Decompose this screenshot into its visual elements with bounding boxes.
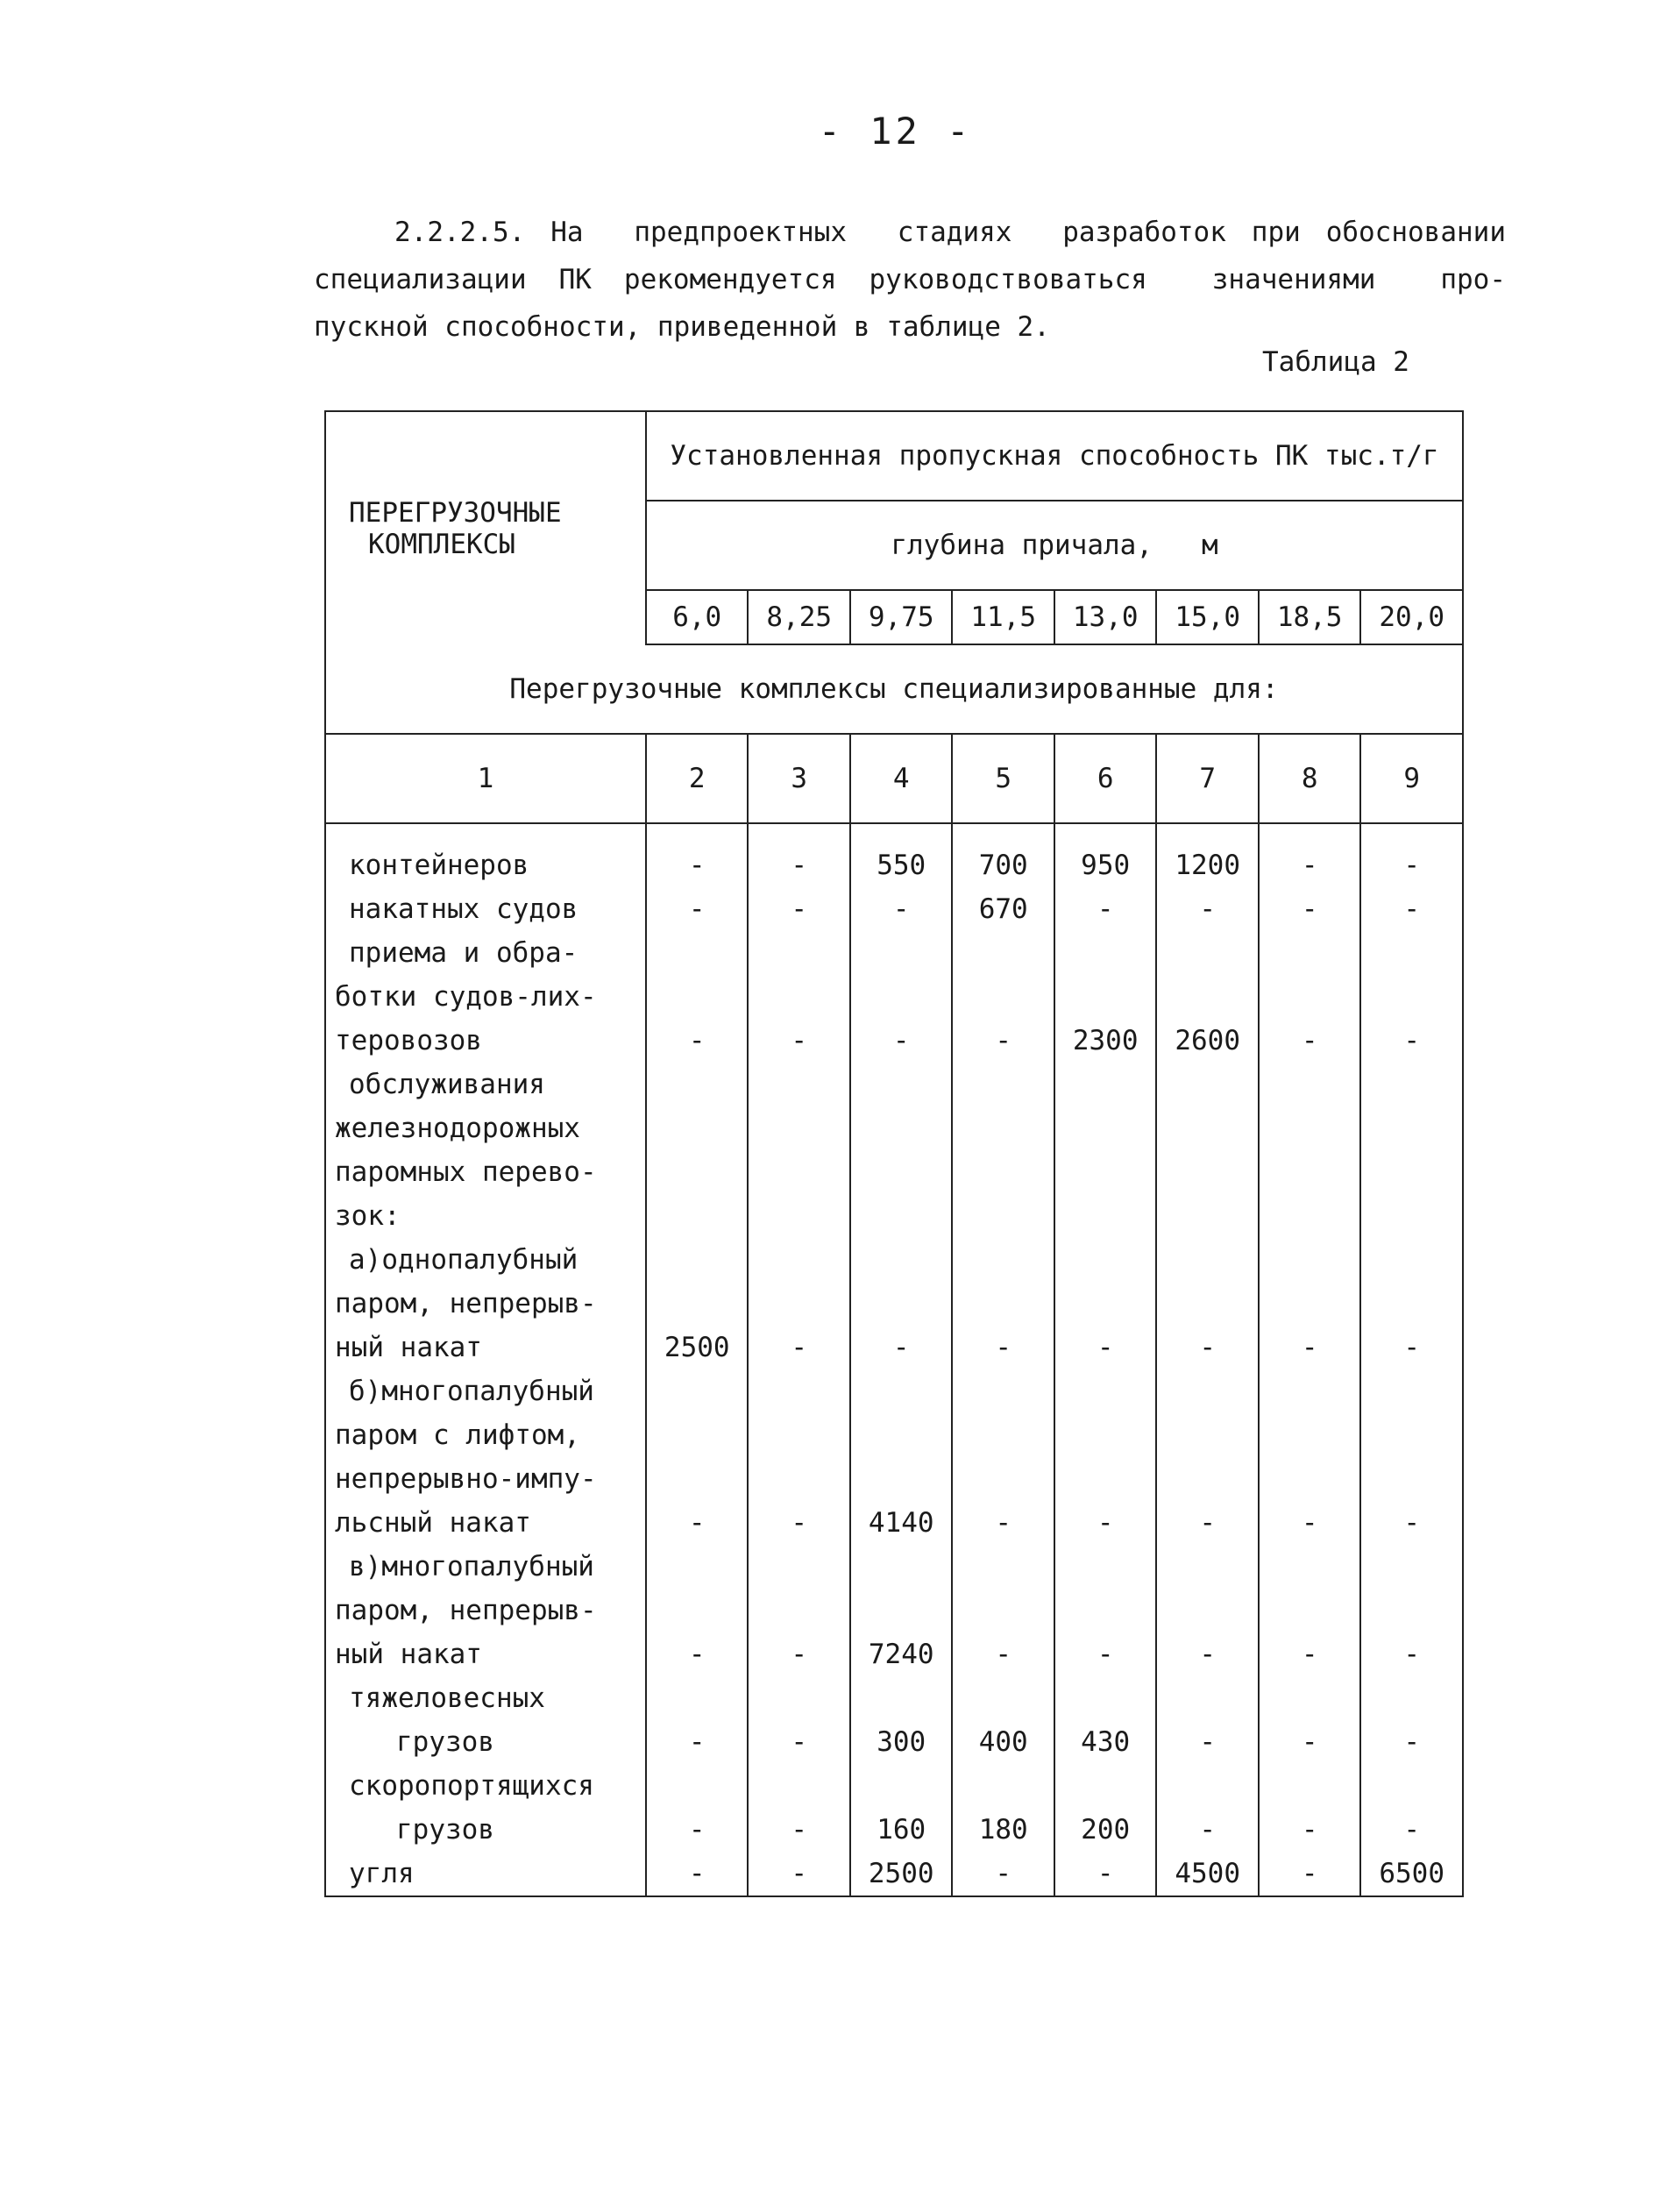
value-cell: - [1054, 1326, 1156, 1369]
value-cell: - [646, 1808, 748, 1852]
table-row [325, 931, 1463, 975]
value-cell [1259, 1282, 1360, 1326]
value-cell: - [646, 1852, 748, 1896]
value-cell [748, 1194, 849, 1238]
value-cell [1054, 1457, 1156, 1501]
value-cell [646, 1194, 748, 1238]
value-cell [850, 1413, 952, 1457]
value-cell: - [1259, 1019, 1360, 1063]
value-cell [1360, 1282, 1463, 1326]
value-cell: - [1360, 1019, 1463, 1063]
value-cell: - [952, 1501, 1054, 1545]
value-cell [1156, 1457, 1258, 1501]
value-cell [952, 1194, 1054, 1238]
value-cell [1054, 1150, 1156, 1194]
column-number-cell: 2 [646, 734, 748, 823]
value-cell [1054, 1545, 1156, 1589]
value-cell: - [1259, 823, 1360, 887]
table-row [325, 1019, 1463, 1063]
table-row [325, 887, 1463, 931]
row-label: скоропортящихся [325, 1764, 646, 1808]
row-label: непрерывно-импу- [325, 1457, 646, 1501]
value-cell [1156, 1106, 1258, 1150]
value-cell [850, 1457, 952, 1501]
table-row [325, 1632, 1463, 1676]
value-cell: - [1156, 1326, 1258, 1369]
table-row [325, 1720, 1463, 1764]
value-cell [952, 1150, 1054, 1194]
value-cell [646, 975, 748, 1019]
value-cell [1054, 1589, 1156, 1632]
value-cell: - [1054, 887, 1156, 931]
depth-cell: 11,5 [952, 590, 1054, 644]
row-label: зок: [325, 1194, 646, 1238]
section-header: Перегрузочные комплексы специализированные для: [325, 644, 1463, 734]
value-cell [646, 1369, 748, 1413]
value-cell: - [1360, 887, 1463, 931]
value-cell: - [646, 1720, 748, 1764]
row-label: накатных судов [325, 887, 646, 931]
value-cell [748, 975, 849, 1019]
value-cell [1360, 1413, 1463, 1457]
value-cell: 4500 [1156, 1852, 1258, 1896]
value-cell: - [646, 823, 748, 887]
value-cell: 180 [952, 1808, 1054, 1852]
paragraph-line: специализации ПК рекомендуется руководствоваться значениями про- [314, 264, 1506, 295]
value-cell [952, 1238, 1054, 1282]
value-cell [1156, 1413, 1258, 1457]
value-cell [850, 1194, 952, 1238]
value-cell [1360, 1545, 1463, 1589]
column-number-cell: 3 [748, 734, 849, 823]
value-cell: - [748, 887, 849, 931]
value-cell: 550 [850, 823, 952, 887]
table-row [325, 1106, 1463, 1150]
value-cell [1054, 931, 1156, 975]
row-label: теровозов [325, 1019, 646, 1063]
row-label: льсный накат [325, 1501, 646, 1545]
value-cell: 2500 [646, 1326, 748, 1369]
table-row [325, 1238, 1463, 1282]
intro-paragraph [314, 209, 1506, 351]
value-cell: - [952, 1019, 1054, 1063]
row-label: ный накат [325, 1326, 646, 1369]
value-cell [646, 1150, 748, 1194]
value-cell [1054, 975, 1156, 1019]
row-label: б)многопалубный [325, 1369, 646, 1413]
value-cell [646, 1764, 748, 1808]
value-cell [1360, 1194, 1463, 1238]
value-cell [748, 1238, 849, 1282]
value-cell [1259, 1194, 1360, 1238]
table-row [325, 1063, 1463, 1106]
depth-cell: 9,75 [850, 590, 952, 644]
value-cell [1360, 1150, 1463, 1194]
value-cell: - [1259, 1326, 1360, 1369]
value-cell [1259, 1413, 1360, 1457]
row-label: грузов [325, 1720, 646, 1764]
first-column-header-line: ПЕРЕГРУЗОЧНЫЕ [349, 496, 562, 529]
value-cell: - [1259, 1632, 1360, 1676]
row-label: паром с лифтом, [325, 1413, 646, 1457]
value-cell: 950 [1054, 823, 1156, 887]
value-cell [1054, 1063, 1156, 1106]
value-cell: 2300 [1054, 1019, 1156, 1063]
value-cell [850, 1676, 952, 1720]
row-label: приема и обра- [325, 931, 646, 975]
page-number: - 12 - [818, 110, 973, 153]
value-cell [1259, 931, 1360, 975]
value-cell [1156, 1238, 1258, 1282]
table-row [325, 1545, 1463, 1589]
value-cell: 700 [952, 823, 1054, 887]
value-cell [1156, 1194, 1258, 1238]
table-row [325, 1589, 1463, 1632]
value-cell [748, 1063, 849, 1106]
value-cell [952, 1589, 1054, 1632]
value-cell [850, 1150, 952, 1194]
value-cell [1360, 1676, 1463, 1720]
value-cell [748, 1457, 849, 1501]
value-cell: - [748, 823, 849, 887]
value-cell [850, 975, 952, 1019]
column-number-cell: 8 [1259, 734, 1360, 823]
value-cell [1259, 1676, 1360, 1720]
value-cell [1259, 1764, 1360, 1808]
first-column-header [325, 411, 646, 644]
value-cell: - [1259, 1852, 1360, 1896]
value-cell [952, 1413, 1054, 1457]
value-cell: - [748, 1326, 849, 1369]
value-cell: - [1360, 1808, 1463, 1852]
value-cell [952, 1676, 1054, 1720]
depth-cell: 20,0 [1360, 590, 1463, 644]
value-cell [1259, 1238, 1360, 1282]
table-row [325, 1501, 1463, 1545]
value-cell [646, 1063, 748, 1106]
row-label: контейнеров [325, 823, 646, 887]
depth-cell: 8,25 [748, 590, 849, 644]
value-cell: - [1259, 1720, 1360, 1764]
value-cell [1259, 1369, 1360, 1413]
table-row [325, 975, 1463, 1019]
value-cell: - [748, 1632, 849, 1676]
value-cell: - [1054, 1852, 1156, 1896]
value-cell: - [1156, 1501, 1258, 1545]
value-cell [1054, 1764, 1156, 1808]
value-cell: - [952, 1852, 1054, 1896]
value-cell: - [952, 1326, 1054, 1369]
subgroup-header: глубина причала, м [646, 501, 1463, 590]
value-cell [646, 1676, 748, 1720]
table-row [325, 1413, 1463, 1457]
value-cell [1156, 1589, 1258, 1632]
value-cell [1360, 1238, 1463, 1282]
value-cell: - [1360, 1326, 1463, 1369]
value-cell: 300 [850, 1720, 952, 1764]
value-cell [850, 931, 952, 975]
value-cell: - [1360, 1720, 1463, 1764]
depth-cell: 18,5 [1259, 590, 1360, 644]
value-cell [952, 1282, 1054, 1326]
value-cell: 1200 [1156, 823, 1258, 887]
value-cell: - [1054, 1632, 1156, 1676]
value-cell [1156, 931, 1258, 975]
table-row [325, 1808, 1463, 1852]
row-label: ботки судов-лих- [325, 975, 646, 1019]
table-row [325, 1676, 1463, 1720]
value-cell: 160 [850, 1808, 952, 1852]
value-cell [1054, 1676, 1156, 1720]
value-cell [1360, 1589, 1463, 1632]
depth-cell: 6,0 [646, 590, 748, 644]
row-label: паромных перево- [325, 1150, 646, 1194]
table-row [325, 1282, 1463, 1326]
row-label: обслуживания [325, 1063, 646, 1106]
table-row [325, 823, 1463, 887]
value-cell [1156, 1676, 1258, 1720]
value-cell [1156, 1063, 1258, 1106]
value-cell [748, 1150, 849, 1194]
row-label: в)многопалубный [325, 1545, 646, 1589]
value-cell: - [646, 1019, 748, 1063]
row-label: ный накат [325, 1632, 646, 1676]
value-cell: 400 [952, 1720, 1054, 1764]
value-cell [1054, 1369, 1156, 1413]
value-cell: - [748, 1720, 849, 1764]
value-cell [1156, 1282, 1258, 1326]
value-cell [850, 1106, 952, 1150]
value-cell [646, 1545, 748, 1589]
value-cell [748, 1589, 849, 1632]
value-cell: - [1156, 1808, 1258, 1852]
value-cell: - [748, 1019, 849, 1063]
value-cell [952, 1764, 1054, 1808]
capacity-table [324, 410, 1464, 1897]
value-cell [748, 1413, 849, 1457]
value-cell [646, 1238, 748, 1282]
value-cell: - [1054, 1501, 1156, 1545]
value-cell [748, 1369, 849, 1413]
table-row [325, 1326, 1463, 1369]
value-cell: - [850, 1019, 952, 1063]
row-label: железнодорожных [325, 1106, 646, 1150]
depth-cell: 15,0 [1156, 590, 1258, 644]
value-cell [952, 1106, 1054, 1150]
value-cell [646, 931, 748, 975]
column-number-cell: 1 [325, 734, 646, 823]
group-header: Установленная пропускная способность ПК тыс.т/г [646, 411, 1463, 501]
depth-cell: 13,0 [1054, 590, 1156, 644]
value-cell [1259, 975, 1360, 1019]
value-cell: - [1259, 1501, 1360, 1545]
value-cell [1156, 975, 1258, 1019]
column-number-cell: 9 [1360, 734, 1463, 823]
row-label: паром, непрерыв- [325, 1282, 646, 1326]
value-cell [748, 1764, 849, 1808]
value-cell: 4140 [850, 1501, 952, 1545]
value-cell: - [1360, 1501, 1463, 1545]
value-cell [1360, 1369, 1463, 1413]
value-cell: 2500 [850, 1852, 952, 1896]
value-cell: 2600 [1156, 1019, 1258, 1063]
value-cell [646, 1589, 748, 1632]
value-cell: - [952, 1632, 1054, 1676]
value-cell [1259, 1589, 1360, 1632]
value-cell [1156, 1369, 1258, 1413]
table-row [325, 1764, 1463, 1808]
row-label: паром, непрерыв- [325, 1589, 646, 1632]
value-cell [646, 1413, 748, 1457]
value-cell [646, 1106, 748, 1150]
value-cell [646, 1457, 748, 1501]
value-cell [1360, 1457, 1463, 1501]
table-row [325, 1194, 1463, 1238]
row-label: а)однопалубный [325, 1238, 646, 1282]
column-number-cell: 4 [850, 734, 952, 823]
value-cell [850, 1369, 952, 1413]
value-cell [748, 1545, 849, 1589]
value-cell: 6500 [1360, 1852, 1463, 1896]
value-cell: - [1360, 1632, 1463, 1676]
value-cell [1259, 1457, 1360, 1501]
value-cell [1054, 1106, 1156, 1150]
column-number-cell: 6 [1054, 734, 1156, 823]
table-caption: Таблица 2 [1262, 346, 1409, 378]
table-row [325, 1852, 1463, 1896]
value-cell [1360, 1764, 1463, 1808]
value-cell: 200 [1054, 1808, 1156, 1852]
value-cell: 7240 [850, 1632, 952, 1676]
table-row [325, 1150, 1463, 1194]
value-cell [1360, 1063, 1463, 1106]
value-cell: - [646, 1501, 748, 1545]
value-cell [1054, 1238, 1156, 1282]
value-cell [850, 1282, 952, 1326]
value-cell: 430 [1054, 1720, 1156, 1764]
value-cell: - [1259, 1808, 1360, 1852]
row-label: угля [325, 1852, 646, 1896]
value-cell [1259, 1150, 1360, 1194]
value-cell [1360, 975, 1463, 1019]
row-label: грузов [325, 1808, 646, 1852]
value-cell [952, 931, 1054, 975]
value-cell: - [748, 1501, 849, 1545]
value-cell [748, 1676, 849, 1720]
value-cell [1259, 1106, 1360, 1150]
value-cell: - [1259, 887, 1360, 931]
value-cell [1054, 1194, 1156, 1238]
value-cell [850, 1589, 952, 1632]
column-number-cell: 7 [1156, 734, 1258, 823]
value-cell [850, 1764, 952, 1808]
value-cell [1259, 1063, 1360, 1106]
value-cell [1360, 1106, 1463, 1150]
column-number-cell: 5 [952, 734, 1054, 823]
value-cell: - [748, 1808, 849, 1852]
value-cell [952, 1369, 1054, 1413]
value-cell: - [850, 887, 952, 931]
paragraph-line: пускной способности, приведенной в таблице 2. [314, 311, 1050, 343]
value-cell: 670 [952, 887, 1054, 931]
paragraph-line: 2.2.2.5. На предпроектных стадиях разработок при обосновании [394, 217, 1506, 248]
value-cell [748, 1106, 849, 1150]
value-cell [646, 1282, 748, 1326]
value-cell: - [850, 1326, 952, 1369]
value-cell [1156, 1764, 1258, 1808]
value-cell [1259, 1545, 1360, 1589]
value-cell: - [748, 1852, 849, 1896]
value-cell: - [1156, 1720, 1258, 1764]
value-cell: - [1156, 887, 1258, 931]
value-cell [1156, 1545, 1258, 1589]
value-cell [850, 1238, 952, 1282]
value-cell [1156, 1150, 1258, 1194]
table-row [325, 1369, 1463, 1413]
value-cell [1054, 1282, 1156, 1326]
value-cell [952, 975, 1054, 1019]
value-cell [850, 1545, 952, 1589]
value-cell [1054, 1413, 1156, 1457]
value-cell [952, 1063, 1054, 1106]
row-label: тяжеловесных [325, 1676, 646, 1720]
table-row [325, 1457, 1463, 1501]
value-cell [952, 1457, 1054, 1501]
value-cell [952, 1545, 1054, 1589]
value-cell [748, 931, 849, 975]
value-cell [850, 1063, 952, 1106]
value-cell [1360, 931, 1463, 975]
value-cell: - [646, 1632, 748, 1676]
value-cell [748, 1282, 849, 1326]
value-cell: - [1360, 823, 1463, 887]
value-cell: - [646, 887, 748, 931]
first-column-header-line: КОМПЛЕКСЫ [368, 528, 515, 560]
value-cell: - [1156, 1632, 1258, 1676]
